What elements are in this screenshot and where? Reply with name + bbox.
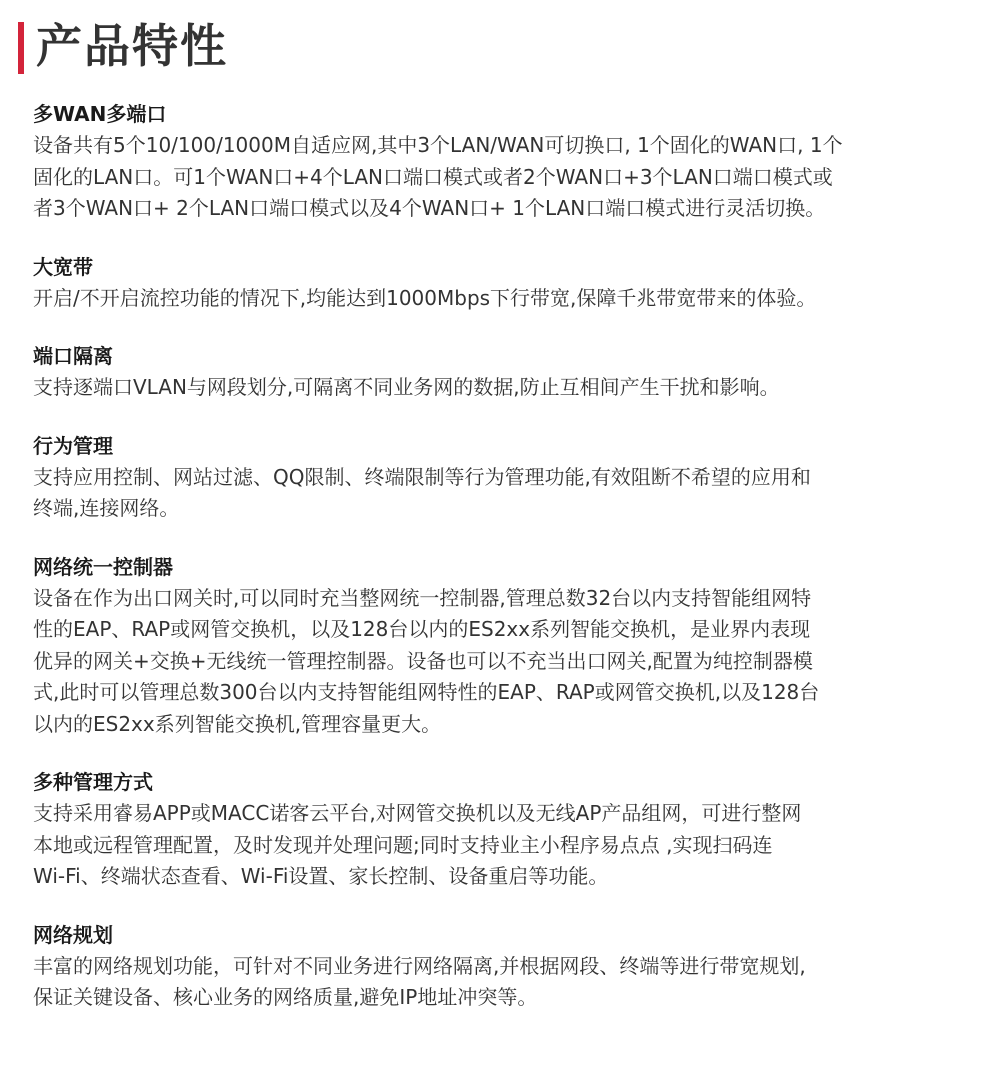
section-body: 支持逐端口VLAN与网段划分,可隔离不同业务网的数据,防止互相间产生干扰和影响。 — [33, 375, 780, 399]
feature-list — [33, 98, 973, 1040]
section-heading: 端口隔离 — [33, 344, 113, 368]
feature-section-behavior-management — [33, 430, 973, 525]
section-body: 开启/不开启流控功能的情况下,均能达到1000Mbps下行带宽,保障千兆带宽带来的体验。 — [33, 285, 817, 310]
title-accent-bar — [18, 22, 24, 74]
section-heading: 多WAN多端口 — [33, 102, 167, 126]
section-heading: 多种管理方式 — [33, 770, 153, 794]
section-body: 支持采用睿易APP或MACC诺客云平台,对网管交换机以及无线AP产品组网，可进行整网 本地或远程管理配置，及时发现并处理问题;同时支持业主小程序易点点 ,实现扫码连 Wi-Fi、终端状态查看、Wi-Fi设置、家长控制、设备重启等功能。 — [33, 801, 802, 888]
feature-section-network-planning — [33, 919, 973, 1014]
feature-section-bandwidth — [33, 251, 973, 315]
section-heading: 网络统一控制器 — [33, 554, 173, 579]
section-heading: 大宽带 — [33, 254, 93, 279]
section-body: 设备在作为出口网关时,可以同时充当整网统一控制器,管理总数32台以内支持智能组网特 性的EAP、RAP或网管交换机，以及128台以内的ES2xx系列智能交换机，是业界内表现 优异的网关+交换+无线统一管理控制器。设备也可以不充当出口网关,配置为纯控制器模 式,此时可以管理总数300台以内支持智能组网特性的EAP、RAP或网管交换机,以及128台 以内的ES2xx系列智能交换机,管理容量更大。 — [33, 585, 820, 736]
section-body: 支持应用控制、网站过滤、QQ限制、终端限制等行为管理功能,有效阻断不希望的应用和 终端,连接网络。 — [33, 464, 811, 520]
page-title: 产品特性 — [36, 19, 228, 73]
feature-section-management-modes — [33, 766, 973, 893]
feature-section-port-isolation — [33, 340, 973, 404]
section-body: 设备共有5个10/100/1000M自适应网,其中3个LAN/WAN可切换口, 1个固化的WAN口, 1个 固化的LAN口。可1个WAN口+4个LAN口端口模式或者2个WAN口+3个LAN口端口模式或 者3个WAN口+ 2个LAN口端口模式以及4个WAN口+ 1个LAN口端口模式进行灵活切换。 — [33, 133, 843, 220]
feature-section-unified-controller — [33, 551, 973, 741]
section-heading: 行为管理 — [33, 433, 113, 458]
section-heading: 网络规划 — [33, 922, 113, 947]
feature-section-multi-wan — [33, 98, 973, 225]
section-body: 丰富的网络规划功能，可针对不同业务进行网络隔离,并根据网段、终端等进行带宽规划, 保证关键设备、核心业务的网络质量,避免IP地址冲突等。 — [33, 953, 806, 1009]
